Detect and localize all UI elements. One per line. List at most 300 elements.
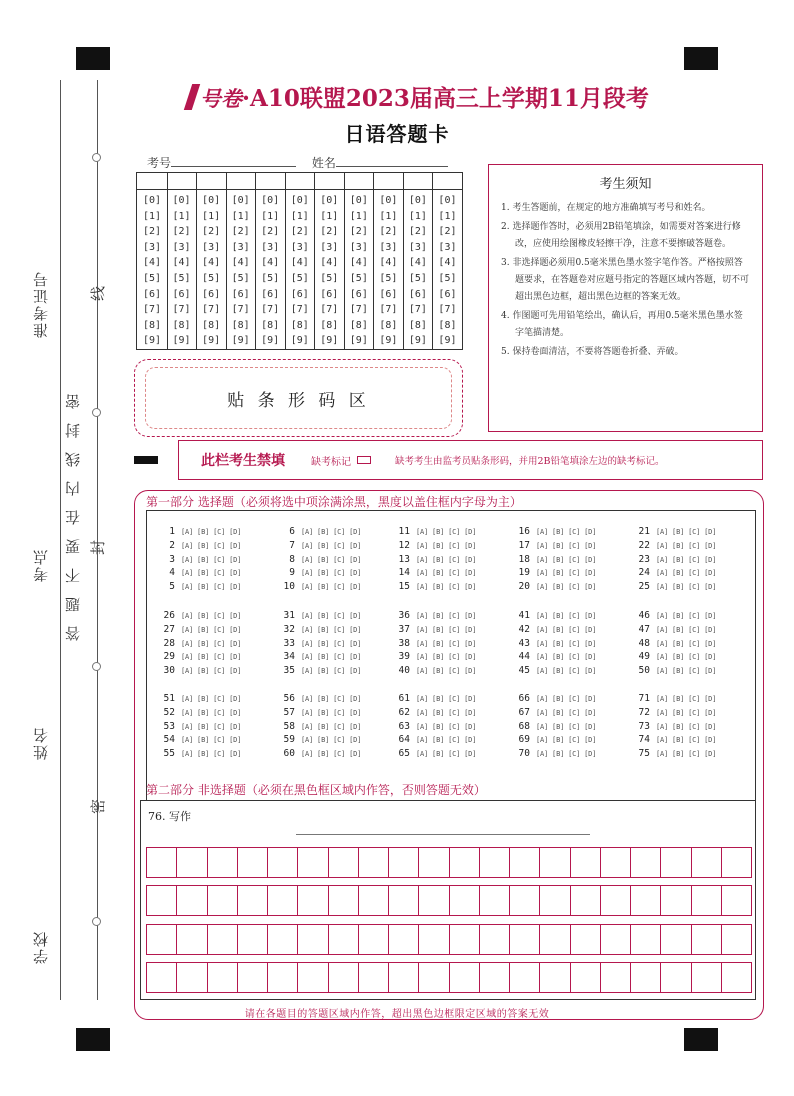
digit-bubble[interactable]: [4] [379, 257, 398, 269]
writing-cell[interactable] [418, 925, 448, 954]
choice-question[interactable] [514, 610, 596, 621]
answer-options[interactable]: [A] [B] [C] [D] [536, 736, 597, 745]
choice-question[interactable] [279, 748, 361, 759]
digit-bubble[interactable]: [5] [290, 273, 309, 284]
writing-cell[interactable] [630, 848, 660, 877]
digit-bubble[interactable]: [7] [202, 304, 221, 316]
digit-bubble[interactable]: [2] [408, 226, 427, 238]
digit-bubble[interactable]: [7] [320, 304, 339, 316]
answer-options[interactable]: [A] [B] [C] [D] [301, 528, 362, 536]
digit-bubble[interactable]: [1] [349, 210, 368, 222]
writing-cell[interactable] [358, 848, 388, 877]
digit-bubble[interactable]: [9] [408, 335, 427, 347]
digit-bubble[interactable]: [8] [408, 319, 427, 331]
choice-question[interactable] [279, 734, 361, 745]
digit-bubble[interactable]: [6] [202, 288, 221, 300]
writing-cell[interactable] [570, 848, 600, 877]
choice-question[interactable] [279, 651, 361, 662]
writing-cell[interactable] [600, 963, 630, 992]
digit-bubble[interactable]: [5] [320, 273, 339, 284]
writing-cell[interactable] [721, 925, 751, 954]
choice-question[interactable] [514, 651, 596, 662]
digit-bubble[interactable]: [0] [172, 195, 191, 206]
answer-options[interactable]: [A] [B] [C] [D] [181, 541, 242, 550]
digit-bubble[interactable]: [2] [290, 226, 309, 238]
digit-bubble[interactable]: [8] [142, 319, 162, 331]
digit-bubble[interactable]: [6] [290, 288, 309, 300]
choice-question[interactable] [634, 734, 716, 745]
choice-question[interactable] [159, 610, 241, 621]
digit-bubble[interactable]: [4] [408, 257, 427, 269]
writing-cell[interactable] [539, 963, 569, 992]
writing-cell[interactable] [691, 886, 721, 915]
choice-question[interactable] [514, 526, 596, 537]
writing-cell[interactable] [418, 848, 448, 877]
answer-options[interactable]: [A] [B] [C] [D] [536, 722, 597, 731]
writing-cell[interactable] [509, 848, 539, 877]
choice-question[interactable] [279, 540, 361, 551]
choice-question[interactable] [394, 693, 476, 704]
writing-cell[interactable] [358, 886, 388, 915]
choice-question[interactable] [159, 721, 241, 732]
writing-cell[interactable] [691, 925, 721, 954]
digit-bubble[interactable]: [0] [379, 195, 398, 206]
choice-question[interactable] [514, 554, 596, 565]
choice-question[interactable] [394, 748, 476, 759]
writing-grid-row[interactable] [146, 962, 752, 993]
answer-options[interactable]: [A] [B] [C] [D] [181, 667, 242, 676]
digit-bubble[interactable]: [7] [231, 304, 250, 316]
answer-options[interactable]: [A] [B] [C] [D] [536, 653, 597, 662]
answer-options[interactable]: [A] [B] [C] [D] [656, 708, 717, 717]
answer-options[interactable]: [A] [B] [C] [D] [301, 555, 362, 564]
writing-cell[interactable] [388, 925, 418, 954]
choice-question[interactable] [279, 581, 361, 592]
choice-question[interactable] [634, 638, 716, 649]
writing-cell[interactable] [237, 963, 267, 992]
writing-cell[interactable] [721, 963, 751, 992]
choice-question[interactable] [279, 693, 361, 704]
answer-options[interactable]: [A] [B] [C] [D] [536, 695, 597, 703]
answer-options[interactable]: [A] [B] [C] [D] [181, 750, 242, 759]
digit-bubble[interactable]: [5] [379, 273, 398, 284]
choice-question[interactable] [514, 734, 596, 745]
digit-bubble[interactable]: [6] [349, 288, 368, 300]
digit-bubble[interactable]: [5] [142, 273, 162, 284]
answer-options[interactable]: [A] [B] [C] [D] [416, 569, 477, 578]
digit-bubble[interactable]: [1] [231, 210, 250, 222]
digit-bubble[interactable]: [7] [438, 304, 457, 316]
choice-question[interactable] [159, 693, 241, 704]
writing-cell[interactable] [388, 886, 418, 915]
answer-options[interactable]: [A] [B] [C] [D] [301, 708, 362, 717]
answer-options[interactable]: [A] [B] [C] [D] [181, 569, 242, 578]
choice-question[interactable] [634, 721, 716, 732]
digit-bubble[interactable]: [6] [379, 288, 398, 300]
answer-options[interactable]: [A] [B] [C] [D] [301, 667, 362, 676]
writing-cell[interactable] [449, 925, 479, 954]
choice-question[interactable] [634, 707, 716, 718]
digit-bubble[interactable]: [7] [290, 304, 309, 316]
digit-bubble[interactable]: [9] [261, 335, 280, 347]
answer-options[interactable]: [A] [B] [C] [D] [181, 625, 242, 634]
writing-cell[interactable] [176, 886, 206, 915]
digit-bubble[interactable]: [3] [408, 241, 427, 253]
choice-question[interactable] [279, 624, 361, 635]
writing-cell[interactable] [176, 925, 206, 954]
answer-options[interactable]: [A] [B] [C] [D] [301, 653, 362, 662]
answer-options[interactable]: [A] [B] [C] [D] [656, 612, 717, 620]
digit-bubble[interactable]: [7] [349, 304, 368, 316]
digit-bubble[interactable]: [1] [320, 210, 339, 222]
writing-cell[interactable] [539, 848, 569, 877]
answer-options[interactable]: [A] [B] [C] [D] [181, 639, 242, 648]
digit-bubble[interactable]: [2] [438, 226, 457, 238]
digit-bubble[interactable]: [0] [320, 195, 339, 206]
choice-question[interactable] [159, 624, 241, 635]
answer-options[interactable]: [A] [B] [C] [D] [181, 708, 242, 717]
writing-cell[interactable] [147, 848, 176, 877]
digit-bubble[interactable]: [4] [231, 257, 250, 269]
digit-bubble[interactable]: [3] [231, 241, 250, 253]
choice-question[interactable] [634, 526, 716, 537]
answer-options[interactable]: [A] [B] [C] [D] [536, 708, 597, 717]
writing-cell[interactable] [388, 848, 418, 877]
digit-bubble[interactable]: [6] [320, 288, 339, 300]
answer-options[interactable]: [A] [B] [C] [D] [416, 736, 477, 745]
writing-cell[interactable] [600, 886, 630, 915]
writing-cell[interactable] [418, 963, 448, 992]
writing-cell[interactable] [539, 886, 569, 915]
writing-cell[interactable] [691, 848, 721, 877]
writing-cell[interactable] [660, 848, 690, 877]
answer-options[interactable]: [A] [B] [C] [D] [536, 625, 597, 634]
choice-question[interactable] [159, 665, 241, 676]
answer-options[interactable]: [A] [B] [C] [D] [301, 639, 362, 648]
choice-question[interactable] [394, 707, 476, 718]
writing-cell[interactable] [449, 886, 479, 915]
answer-options[interactable]: [A] [B] [C] [D] [656, 541, 717, 550]
answer-options[interactable]: [A] [B] [C] [D] [656, 695, 717, 703]
digit-bubble[interactable]: [5] [261, 273, 280, 284]
writing-cell[interactable] [630, 963, 660, 992]
choice-question[interactable] [634, 581, 716, 592]
answer-options[interactable]: [A] [B] [C] [D] [301, 583, 362, 592]
choice-question[interactable] [394, 526, 476, 537]
digit-bubble[interactable]: [6] [408, 288, 427, 300]
answer-options[interactable]: [A] [B] [C] [D] [536, 750, 597, 759]
answer-options[interactable]: [A] [B] [C] [D] [416, 555, 477, 564]
answer-options[interactable]: [A] [B] [C] [D] [181, 695, 242, 703]
writing-grid-row[interactable] [146, 847, 752, 878]
answer-options[interactable]: [A] [B] [C] [D] [181, 555, 242, 564]
choice-question[interactable] [394, 581, 476, 592]
choice-question[interactable] [514, 567, 596, 578]
writing-cell[interactable] [509, 963, 539, 992]
choice-question[interactable] [514, 707, 596, 718]
digit-bubble[interactable]: [8] [261, 319, 280, 331]
digit-bubble[interactable]: [2] [379, 226, 398, 238]
digit-bubble[interactable]: [1] [379, 210, 398, 222]
choice-question[interactable] [634, 624, 716, 635]
digit-bubble[interactable]: [4] [261, 257, 280, 269]
writing-cell[interactable] [297, 925, 327, 954]
answer-options[interactable]: [A] [B] [C] [D] [656, 639, 717, 648]
writing-cell[interactable] [509, 925, 539, 954]
choice-question[interactable] [514, 693, 596, 704]
answer-options[interactable]: [A] [B] [C] [D] [656, 528, 717, 536]
writing-cell[interactable] [660, 925, 690, 954]
choice-question[interactable] [279, 665, 361, 676]
name-field[interactable] [336, 155, 448, 167]
writing-cell[interactable] [479, 925, 509, 954]
digit-bubble[interactable]: [1] [408, 210, 427, 222]
answer-options[interactable]: [A] [B] [C] [D] [301, 625, 362, 634]
choice-question[interactable] [394, 638, 476, 649]
digit-bubble[interactable]: [7] [142, 304, 162, 316]
choice-question[interactable] [159, 581, 241, 592]
writing-cell[interactable] [207, 848, 237, 877]
answer-options[interactable]: [A] [B] [C] [D] [536, 569, 597, 578]
digit-bubble[interactable]: [0] [349, 195, 368, 206]
choice-question[interactable] [634, 610, 716, 621]
writing-cell[interactable] [237, 925, 267, 954]
choice-question[interactable] [634, 540, 716, 551]
digit-bubble[interactable]: [3] [172, 241, 191, 253]
digit-bubble[interactable]: [4] [290, 257, 309, 269]
digit-bubble[interactable]: [3] [379, 241, 398, 253]
answer-options[interactable]: [A] [B] [C] [D] [536, 667, 597, 676]
answer-options[interactable]: [A] [B] [C] [D] [536, 612, 597, 620]
choice-question[interactable] [159, 748, 241, 759]
digit-bubble[interactable]: [3] [261, 241, 280, 253]
answer-options[interactable]: [A] [B] [C] [D] [536, 639, 597, 648]
digit-bubble[interactable]: [8] [231, 319, 250, 331]
writing-cell[interactable] [630, 925, 660, 954]
choice-question[interactable] [159, 540, 241, 551]
digit-bubble[interactable]: [7] [172, 304, 191, 316]
digit-bubble[interactable]: [8] [320, 319, 339, 331]
digit-bubble[interactable]: [1] [172, 210, 191, 222]
digit-bubble[interactable]: [9] [172, 335, 191, 347]
digit-bubble[interactable]: [2] [231, 226, 250, 238]
answer-options[interactable]: [A] [B] [C] [D] [181, 528, 242, 536]
digit-bubble[interactable]: [1] [261, 210, 280, 222]
digit-bubble[interactable]: [3] [349, 241, 368, 253]
choice-question[interactable] [394, 651, 476, 662]
digit-bubble[interactable]: [9] [320, 335, 339, 347]
digit-bubble[interactable]: [3] [142, 241, 162, 253]
choice-question[interactable] [394, 540, 476, 551]
answer-options[interactable]: [A] [B] [C] [D] [416, 541, 477, 550]
digit-bubble[interactable]: [2] [142, 226, 162, 238]
choice-question[interactable] [634, 567, 716, 578]
choice-question[interactable] [159, 734, 241, 745]
choice-question[interactable] [159, 651, 241, 662]
choice-question[interactable] [514, 540, 596, 551]
digit-bubble[interactable]: [1] [438, 210, 457, 222]
writing-cell[interactable] [691, 963, 721, 992]
writing-cell[interactable] [207, 963, 237, 992]
answer-options[interactable]: [A] [B] [C] [D] [181, 583, 242, 592]
digit-bubble[interactable]: [6] [231, 288, 250, 300]
choice-question[interactable] [514, 581, 596, 592]
choice-question[interactable] [634, 554, 716, 565]
digit-bubble[interactable]: [2] [349, 226, 368, 238]
choice-question[interactable] [514, 638, 596, 649]
writing-cell[interactable] [237, 886, 267, 915]
choice-question[interactable] [279, 638, 361, 649]
choice-question[interactable] [279, 707, 361, 718]
answer-options[interactable]: [A] [B] [C] [D] [301, 569, 362, 578]
digit-bubble[interactable]: [6] [172, 288, 191, 300]
writing-cell[interactable] [509, 886, 539, 915]
answer-options[interactable]: [A] [B] [C] [D] [656, 625, 717, 634]
digit-bubble[interactable]: [5] [172, 273, 191, 284]
writing-cell[interactable] [418, 886, 448, 915]
digit-bubble[interactable]: [8] [349, 319, 368, 331]
writing-cell[interactable] [449, 963, 479, 992]
digit-bubble[interactable]: [6] [142, 288, 162, 300]
answer-options[interactable]: [A] [B] [C] [D] [416, 750, 477, 759]
writing-cell[interactable] [176, 963, 206, 992]
digit-bubble[interactable]: [5] [408, 273, 427, 284]
digit-bubble[interactable]: [3] [320, 241, 339, 253]
writing-cell[interactable] [297, 886, 327, 915]
writing-cell[interactable] [297, 963, 327, 992]
writing-cell[interactable] [147, 886, 176, 915]
digit-bubble[interactable]: [8] [379, 319, 398, 331]
digit-bubble[interactable]: [8] [438, 319, 457, 331]
digit-bubble[interactable]: [1] [142, 210, 162, 222]
choice-question[interactable] [634, 651, 716, 662]
digit-bubble[interactable]: [9] [438, 335, 457, 347]
answer-options[interactable]: [A] [B] [C] [D] [536, 541, 597, 550]
digit-bubble[interactable]: [1] [202, 210, 221, 222]
digit-bubble[interactable]: [6] [438, 288, 457, 300]
writing-cell[interactable] [660, 886, 690, 915]
writing-cell[interactable] [660, 963, 690, 992]
answer-options[interactable]: [A] [B] [C] [D] [656, 569, 717, 578]
writing-cell[interactable] [267, 963, 297, 992]
answer-options[interactable]: [A] [B] [C] [D] [656, 583, 717, 592]
answer-options[interactable]: [A] [B] [C] [D] [181, 612, 242, 620]
digit-bubble[interactable]: [0] [438, 195, 457, 206]
digit-bubble[interactable]: [3] [438, 241, 457, 253]
answer-options[interactable]: [A] [B] [C] [D] [536, 583, 597, 592]
exam-number-bubble-grid[interactable] [136, 172, 463, 350]
digit-bubble[interactable]: [4] [172, 257, 191, 269]
choice-question[interactable] [634, 693, 716, 704]
digit-bubble[interactable]: [9] [349, 335, 368, 347]
digit-bubble[interactable]: [8] [202, 319, 221, 331]
answer-options[interactable]: [A] [B] [C] [D] [656, 653, 717, 662]
writing-cell[interactable] [600, 925, 630, 954]
writing-cell[interactable] [388, 963, 418, 992]
writing-cell[interactable] [600, 848, 630, 877]
answer-options[interactable]: [A] [B] [C] [D] [536, 555, 597, 564]
writing-cell[interactable] [630, 886, 660, 915]
answer-options[interactable]: [A] [B] [C] [D] [181, 722, 242, 731]
digit-bubble[interactable]: [1] [290, 210, 309, 222]
answer-options[interactable]: [A] [B] [C] [D] [416, 722, 477, 731]
answer-options[interactable]: [A] [B] [C] [D] [416, 583, 477, 592]
choice-question[interactable] [279, 721, 361, 732]
digit-bubble[interactable]: [0] [261, 195, 280, 206]
digit-bubble[interactable]: [8] [290, 319, 309, 331]
digit-bubble[interactable]: [2] [320, 226, 339, 238]
answer-options[interactable]: [A] [B] [C] [D] [301, 695, 362, 703]
answer-options[interactable]: [A] [B] [C] [D] [416, 708, 477, 717]
writing-cell[interactable] [479, 963, 509, 992]
writing-cell[interactable] [147, 963, 176, 992]
digit-bubble[interactable]: [5] [231, 273, 250, 284]
digit-bubble[interactable]: [5] [202, 273, 221, 284]
digit-bubble[interactable]: [2] [261, 226, 280, 238]
choice-question[interactable] [279, 526, 361, 537]
answer-options[interactable]: [A] [B] [C] [D] [656, 555, 717, 564]
choice-question[interactable] [514, 748, 596, 759]
writing-cell[interactable] [267, 925, 297, 954]
writing-cell[interactable] [207, 925, 237, 954]
digit-bubble[interactable]: [7] [261, 304, 280, 316]
digit-bubble[interactable]: [4] [142, 257, 162, 269]
writing-cell[interactable] [570, 963, 600, 992]
choice-question[interactable] [279, 554, 361, 565]
choice-question[interactable] [394, 610, 476, 621]
choice-question[interactable] [159, 638, 241, 649]
answer-options[interactable]: [A] [B] [C] [D] [301, 722, 362, 731]
writing-cell[interactable] [721, 848, 751, 877]
answer-options[interactable]: [A] [B] [C] [D] [656, 722, 717, 731]
writing-cell[interactable] [176, 848, 206, 877]
answer-options[interactable]: [A] [B] [C] [D] [656, 750, 717, 759]
digit-bubble[interactable]: [8] [172, 319, 191, 331]
choice-question[interactable] [279, 610, 361, 621]
choice-question[interactable] [159, 554, 241, 565]
digit-bubble[interactable]: [4] [438, 257, 457, 269]
writing-grid-row[interactable] [146, 924, 752, 955]
digit-bubble[interactable]: [9] [379, 335, 398, 347]
choice-question[interactable] [514, 624, 596, 635]
answer-options[interactable]: [A] [B] [C] [D] [301, 736, 362, 745]
writing-cell[interactable] [207, 886, 237, 915]
choice-question[interactable] [394, 554, 476, 565]
digit-bubble[interactable]: [9] [231, 335, 250, 347]
writing-grid-row[interactable] [146, 885, 752, 916]
digit-bubble[interactable]: [3] [202, 241, 221, 253]
choice-question[interactable] [634, 665, 716, 676]
digit-bubble[interactable]: [9] [290, 335, 309, 347]
answer-options[interactable]: [A] [B] [C] [D] [301, 541, 362, 550]
writing-cell[interactable] [328, 848, 358, 877]
answer-options[interactable]: [A] [B] [C] [D] [181, 653, 242, 662]
writing-cell[interactable] [721, 886, 751, 915]
answer-options[interactable]: [A] [B] [C] [D] [416, 667, 477, 676]
answer-options[interactable]: [A] [B] [C] [D] [416, 639, 477, 648]
choice-question[interactable] [514, 665, 596, 676]
digit-bubble[interactable]: [5] [349, 273, 368, 284]
digit-bubble[interactable]: [4] [349, 257, 368, 269]
absent-mark-checkbox[interactable] [357, 456, 371, 464]
digit-bubble[interactable]: [2] [202, 226, 221, 238]
answer-options[interactable]: [A] [B] [C] [D] [416, 528, 477, 536]
digit-bubble[interactable]: [2] [172, 226, 191, 238]
choice-question[interactable] [159, 526, 241, 537]
writing-cell[interactable] [539, 925, 569, 954]
writing-cell[interactable] [449, 848, 479, 877]
digit-bubble[interactable]: [0] [290, 195, 309, 206]
